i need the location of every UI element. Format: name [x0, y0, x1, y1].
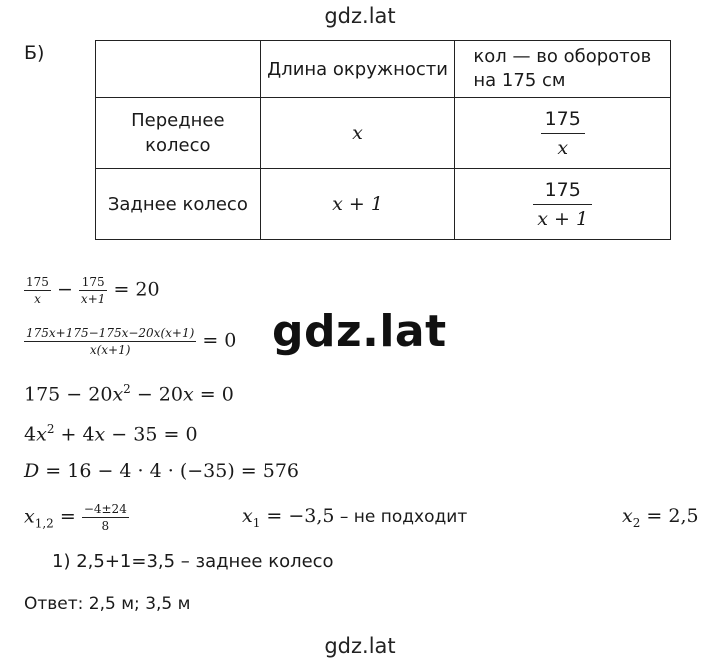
- header-revolutions: кол — во оборотов на 175 см: [455, 41, 671, 98]
- header-length: Длина окружности: [260, 41, 455, 98]
- table-row: [96, 169, 671, 240]
- part-label: Б): [24, 42, 45, 64]
- watermark-top: gdz.lat: [324, 4, 396, 28]
- term: = −3,5: [260, 505, 335, 527]
- fraction-numerator: 175: [26, 275, 49, 289]
- watermark-bottom: gdz.lat: [324, 634, 396, 658]
- variable: x: [183, 383, 194, 406]
- root-x1: [242, 505, 467, 530]
- term: 175 − 20: [24, 383, 113, 406]
- fraction: [24, 326, 196, 357]
- equation-5: [24, 460, 299, 482]
- subscript: 1: [252, 515, 261, 530]
- variable: x: [94, 423, 106, 446]
- fraction-denominator: x(x+1): [89, 343, 131, 357]
- equation-rhs: = 20: [113, 278, 160, 301]
- fraction-numerator: 175x+175−175x−20x(x+1): [26, 326, 195, 340]
- watermark-center: gdz.lat: [272, 306, 447, 357]
- fraction-denominator: 8: [101, 519, 110, 533]
- roots-formula: [24, 502, 129, 533]
- equals-sign: =: [53, 505, 82, 528]
- fraction: [24, 275, 51, 306]
- data-table: [95, 40, 671, 240]
- fraction: [79, 275, 107, 306]
- variable: x: [112, 383, 124, 406]
- fraction-numerator: 175: [79, 275, 107, 291]
- fraction: [533, 179, 592, 230]
- term: = 0: [193, 383, 234, 406]
- fraction: [82, 502, 129, 533]
- term: − 20: [130, 383, 183, 406]
- fraction-numerator: 175: [541, 108, 585, 134]
- subscript: 1,2: [34, 516, 54, 531]
- table-header-row: [96, 41, 671, 98]
- table-row: [96, 98, 671, 169]
- term: + 4: [54, 423, 95, 446]
- fraction: [541, 108, 585, 159]
- fraction-numerator: 175: [533, 179, 592, 205]
- variable: x: [622, 505, 633, 527]
- equation-1: [24, 275, 160, 306]
- answer: Ответ: 2,5 м; 3,5 м: [24, 594, 191, 614]
- variable: x: [24, 505, 35, 528]
- root-x2: [622, 505, 699, 530]
- fraction-denominator: x: [34, 292, 41, 306]
- variable: x: [36, 423, 47, 446]
- fraction-numerator: −4±24: [83, 502, 127, 516]
- variable: x: [242, 505, 253, 527]
- row-revs-front: [455, 98, 671, 169]
- row-label-rear: Заднее колесо: [96, 169, 261, 240]
- term: 4: [24, 423, 37, 446]
- subscript: 2: [632, 515, 641, 530]
- minus-sign: −: [56, 278, 73, 301]
- term: − 35 = 0: [105, 423, 198, 446]
- equation-rhs: = 0: [202, 329, 237, 352]
- equation-4: [24, 422, 198, 445]
- row-length-rear: x + 1: [260, 169, 455, 240]
- exponent: 2: [123, 382, 131, 396]
- term: = 16 − 4 · 4 · (−35) = 576: [39, 460, 300, 482]
- equation-3: [24, 382, 234, 405]
- row-label-front: Переднее колесо: [96, 98, 261, 169]
- fraction-denominator: x: [557, 136, 569, 159]
- row-revs-rear: [455, 169, 671, 240]
- equation-2: [24, 326, 236, 357]
- fraction-denominator: x + 1: [537, 207, 589, 230]
- exponent: 2: [46, 422, 55, 436]
- header-empty: [96, 41, 261, 98]
- fraction-denominator: x+1: [80, 292, 106, 306]
- variable: D: [24, 460, 40, 482]
- root-note: – не подходит: [334, 507, 468, 527]
- term: = 2,5: [640, 505, 699, 527]
- step-1: 1) 2,5+1=3,5 – заднее колесо: [52, 551, 334, 572]
- row-length-front: x: [260, 98, 455, 169]
